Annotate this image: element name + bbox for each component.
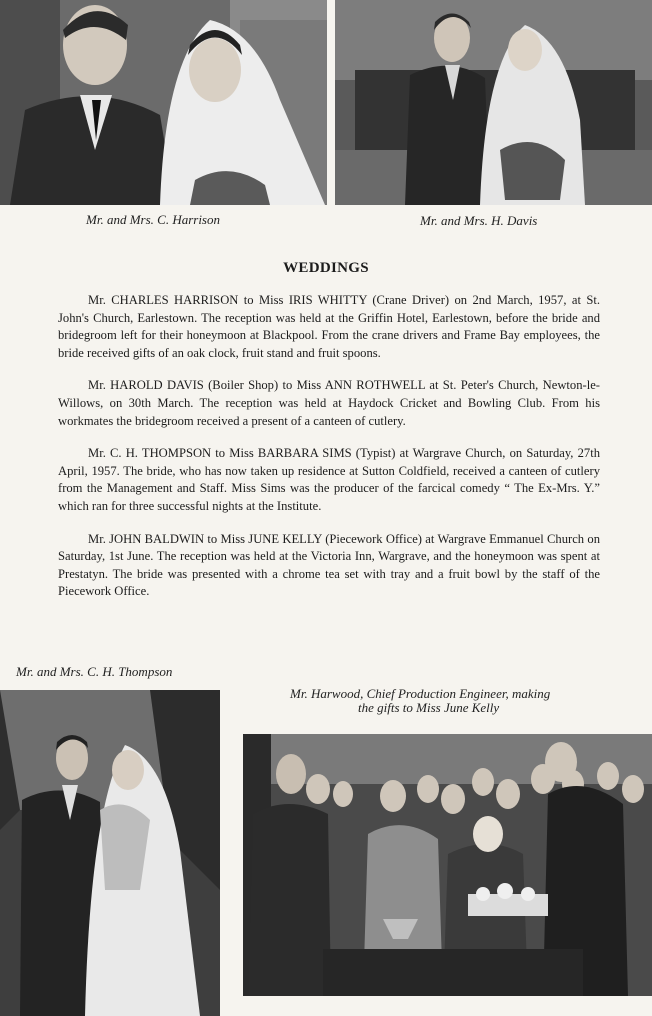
- photo-davis-wedding: [335, 0, 652, 205]
- paragraph-baldwin: Mr. JOHN BALDWIN to Miss JUNE KELLY (Piecework Office) at Wargrave Emmanuel Church on Saturday, 1st June. The reception was held at the Victoria Inn, Wargrave, and the honeymoon was spent at Prestatyn. The bride was presented with a chrome tea set with tray and a fruit bowl by the staff of the Piecework Office.: [58, 531, 600, 599]
- caption-davis: Mr. and Mrs. H. Davis: [420, 213, 538, 228]
- photo-presentation-june-kelly: [243, 734, 652, 996]
- paragraph-harrison: Mr. CHARLES HARRISON to Miss IRIS WHITTY (Crane Driver) on 2nd March, 1957, at St. John's Church, Earlestown. The reception was held at the Griffin Hotel, Earlestown, before the bride and bridegroom left for their honeymoon at Blackpool. From the crane drivers and Frame Bay employees, the bride received gifts of an oak clock, fruit stand and fruit spoons.: [58, 293, 600, 360]
- caption-harwood-line1: Mr. Harwood, Chief Production Engineer, making: [290, 686, 551, 701]
- caption-thompson: Mr. and Mrs. C. H. Thompson: [16, 664, 173, 679]
- caption-harrison: Mr. and Mrs. C. Harrison: [86, 212, 220, 227]
- photo-harrison-wedding: [0, 0, 327, 205]
- paragraph-davis: Mr. HAROLD DAVIS (Boiler Shop) to Miss ANN ROTHWELL at St. Peter's Church, Newton-le-Willows, on 30th March. The reception was held at Haydock Cricket and Bowling Club. From his workmates the bridegroom received a present of a canteen of cutlery.: [58, 378, 600, 428]
- paragraph-thompson: Mr. C. H. THOMPSON to Miss BARBARA SIMS (Typist) at Wargrave Church, on Saturday, 27th April, 1957. The bride, who has now taken up residence at Sutton Coldfield, received a canteen of cutlery from the Management and Staff. Miss Sims was the producer of the farcical comedy “ The Ex-Mrs. Y.” which ran for three successful nights at the Institute.: [58, 446, 600, 513]
- page-title: WEDDINGS: [283, 260, 369, 276]
- weddings-article: [58, 292, 600, 616]
- caption-harwood-line2: the gifts to Miss June Kelly: [358, 700, 500, 715]
- photo-thompson-wedding: [0, 690, 220, 1016]
